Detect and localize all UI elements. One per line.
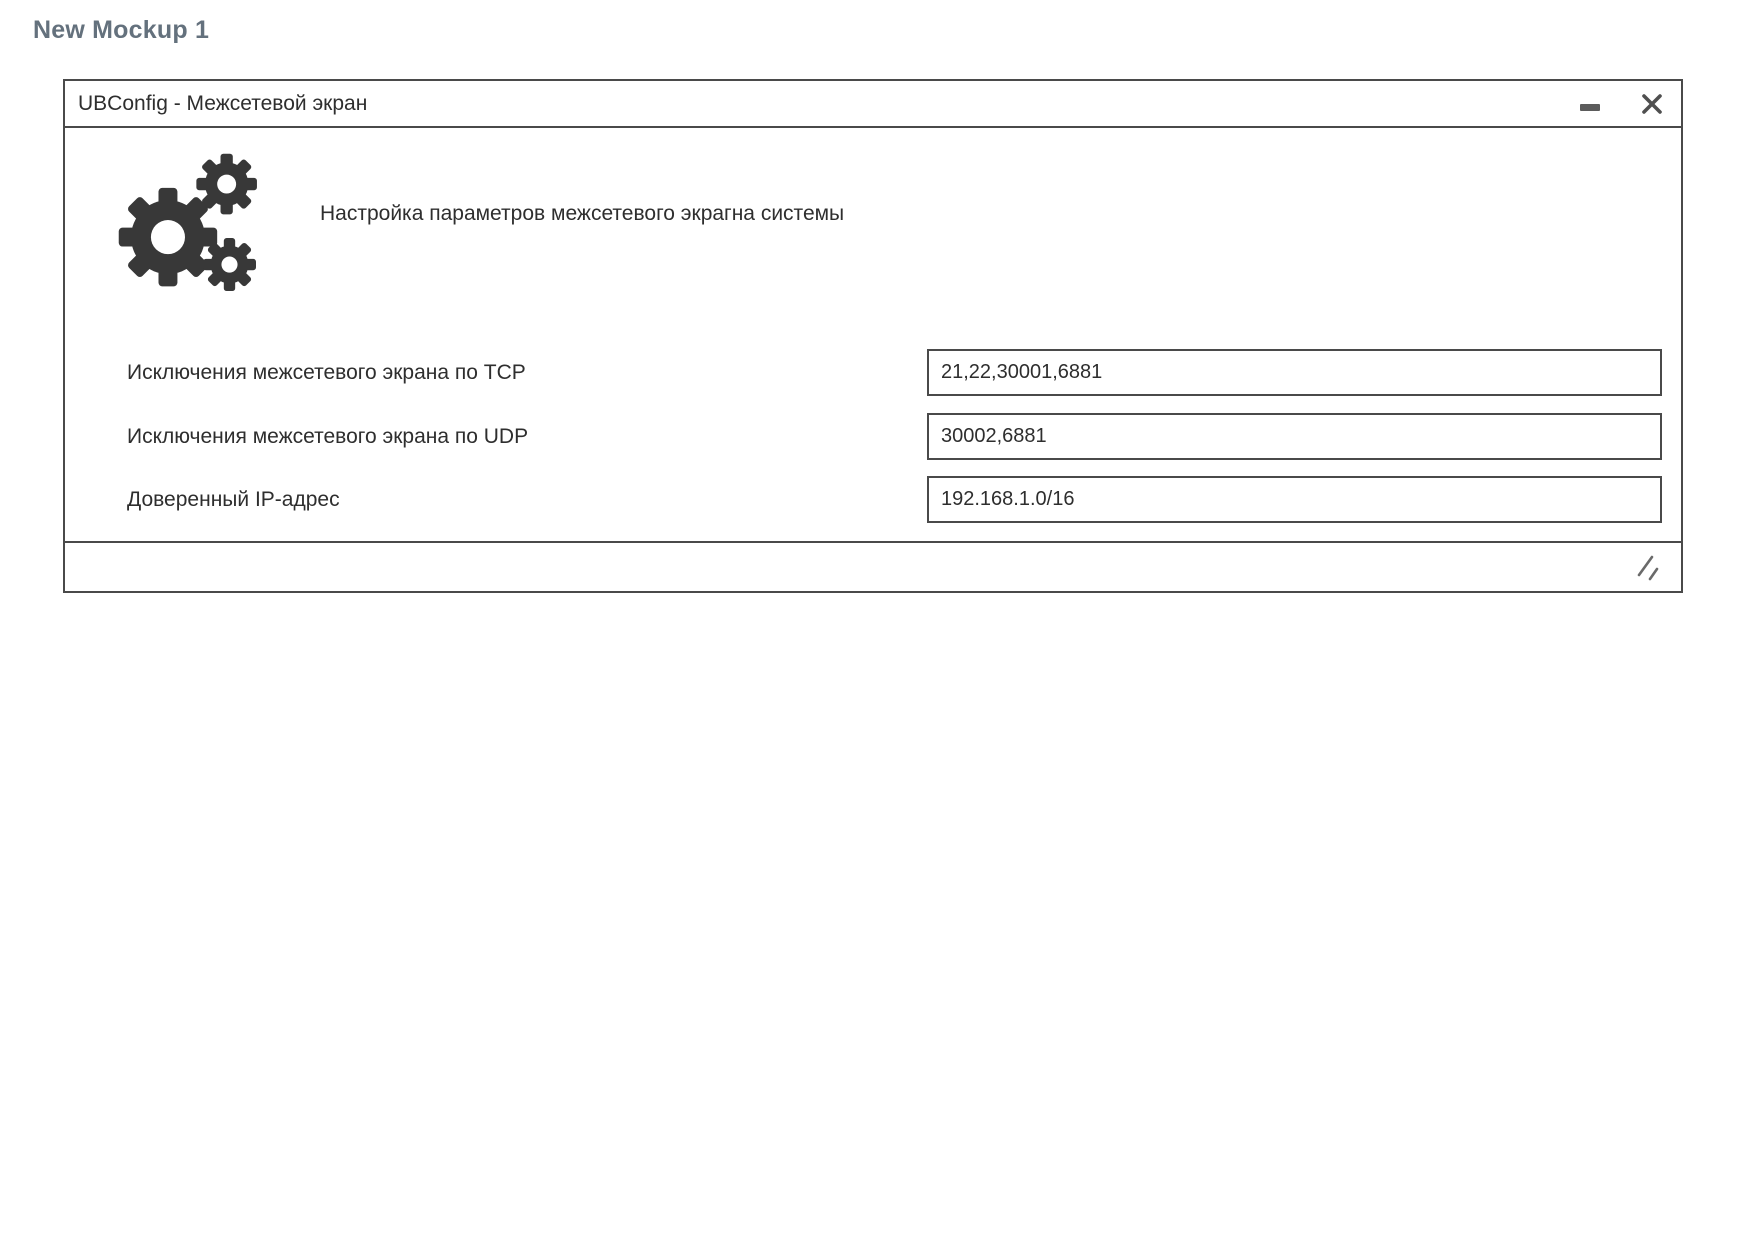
tcp-exceptions-input[interactable] [927, 349, 1662, 396]
field-row-tcp [65, 349, 1681, 396]
minimize-icon [1580, 104, 1600, 111]
field-row-udp [65, 413, 1681, 460]
field-label-trusted-ip: Доверенный IP-адрес [127, 487, 340, 511]
gears-icon [109, 150, 261, 292]
close-button[interactable] [1639, 91, 1665, 117]
page-title: New Mockup 1 [33, 16, 210, 44]
titlebar-controls [1577, 91, 1665, 117]
trusted-ip-input[interactable] [927, 476, 1662, 523]
close-icon [1640, 92, 1664, 116]
statusbar [65, 541, 1681, 591]
titlebar [65, 81, 1681, 128]
field-row-trusted-ip [65, 476, 1681, 523]
dialog-body [65, 130, 1681, 539]
window-title: UBConfig - Межсетевой экран [78, 91, 368, 115]
minimize-button[interactable] [1577, 91, 1603, 117]
field-label-udp-exceptions: Исключения межсетевого экрана по UDP [127, 424, 529, 448]
udp-exceptions-input[interactable] [927, 413, 1662, 460]
dialog-window [63, 79, 1683, 593]
resize-grip-icon[interactable] [1635, 553, 1665, 583]
dialog-description: Настройка параметров межсетевого экрагна системы [320, 202, 845, 225]
field-label-tcp-exceptions: Исключения межсетевого экрана по TCP [127, 360, 526, 384]
